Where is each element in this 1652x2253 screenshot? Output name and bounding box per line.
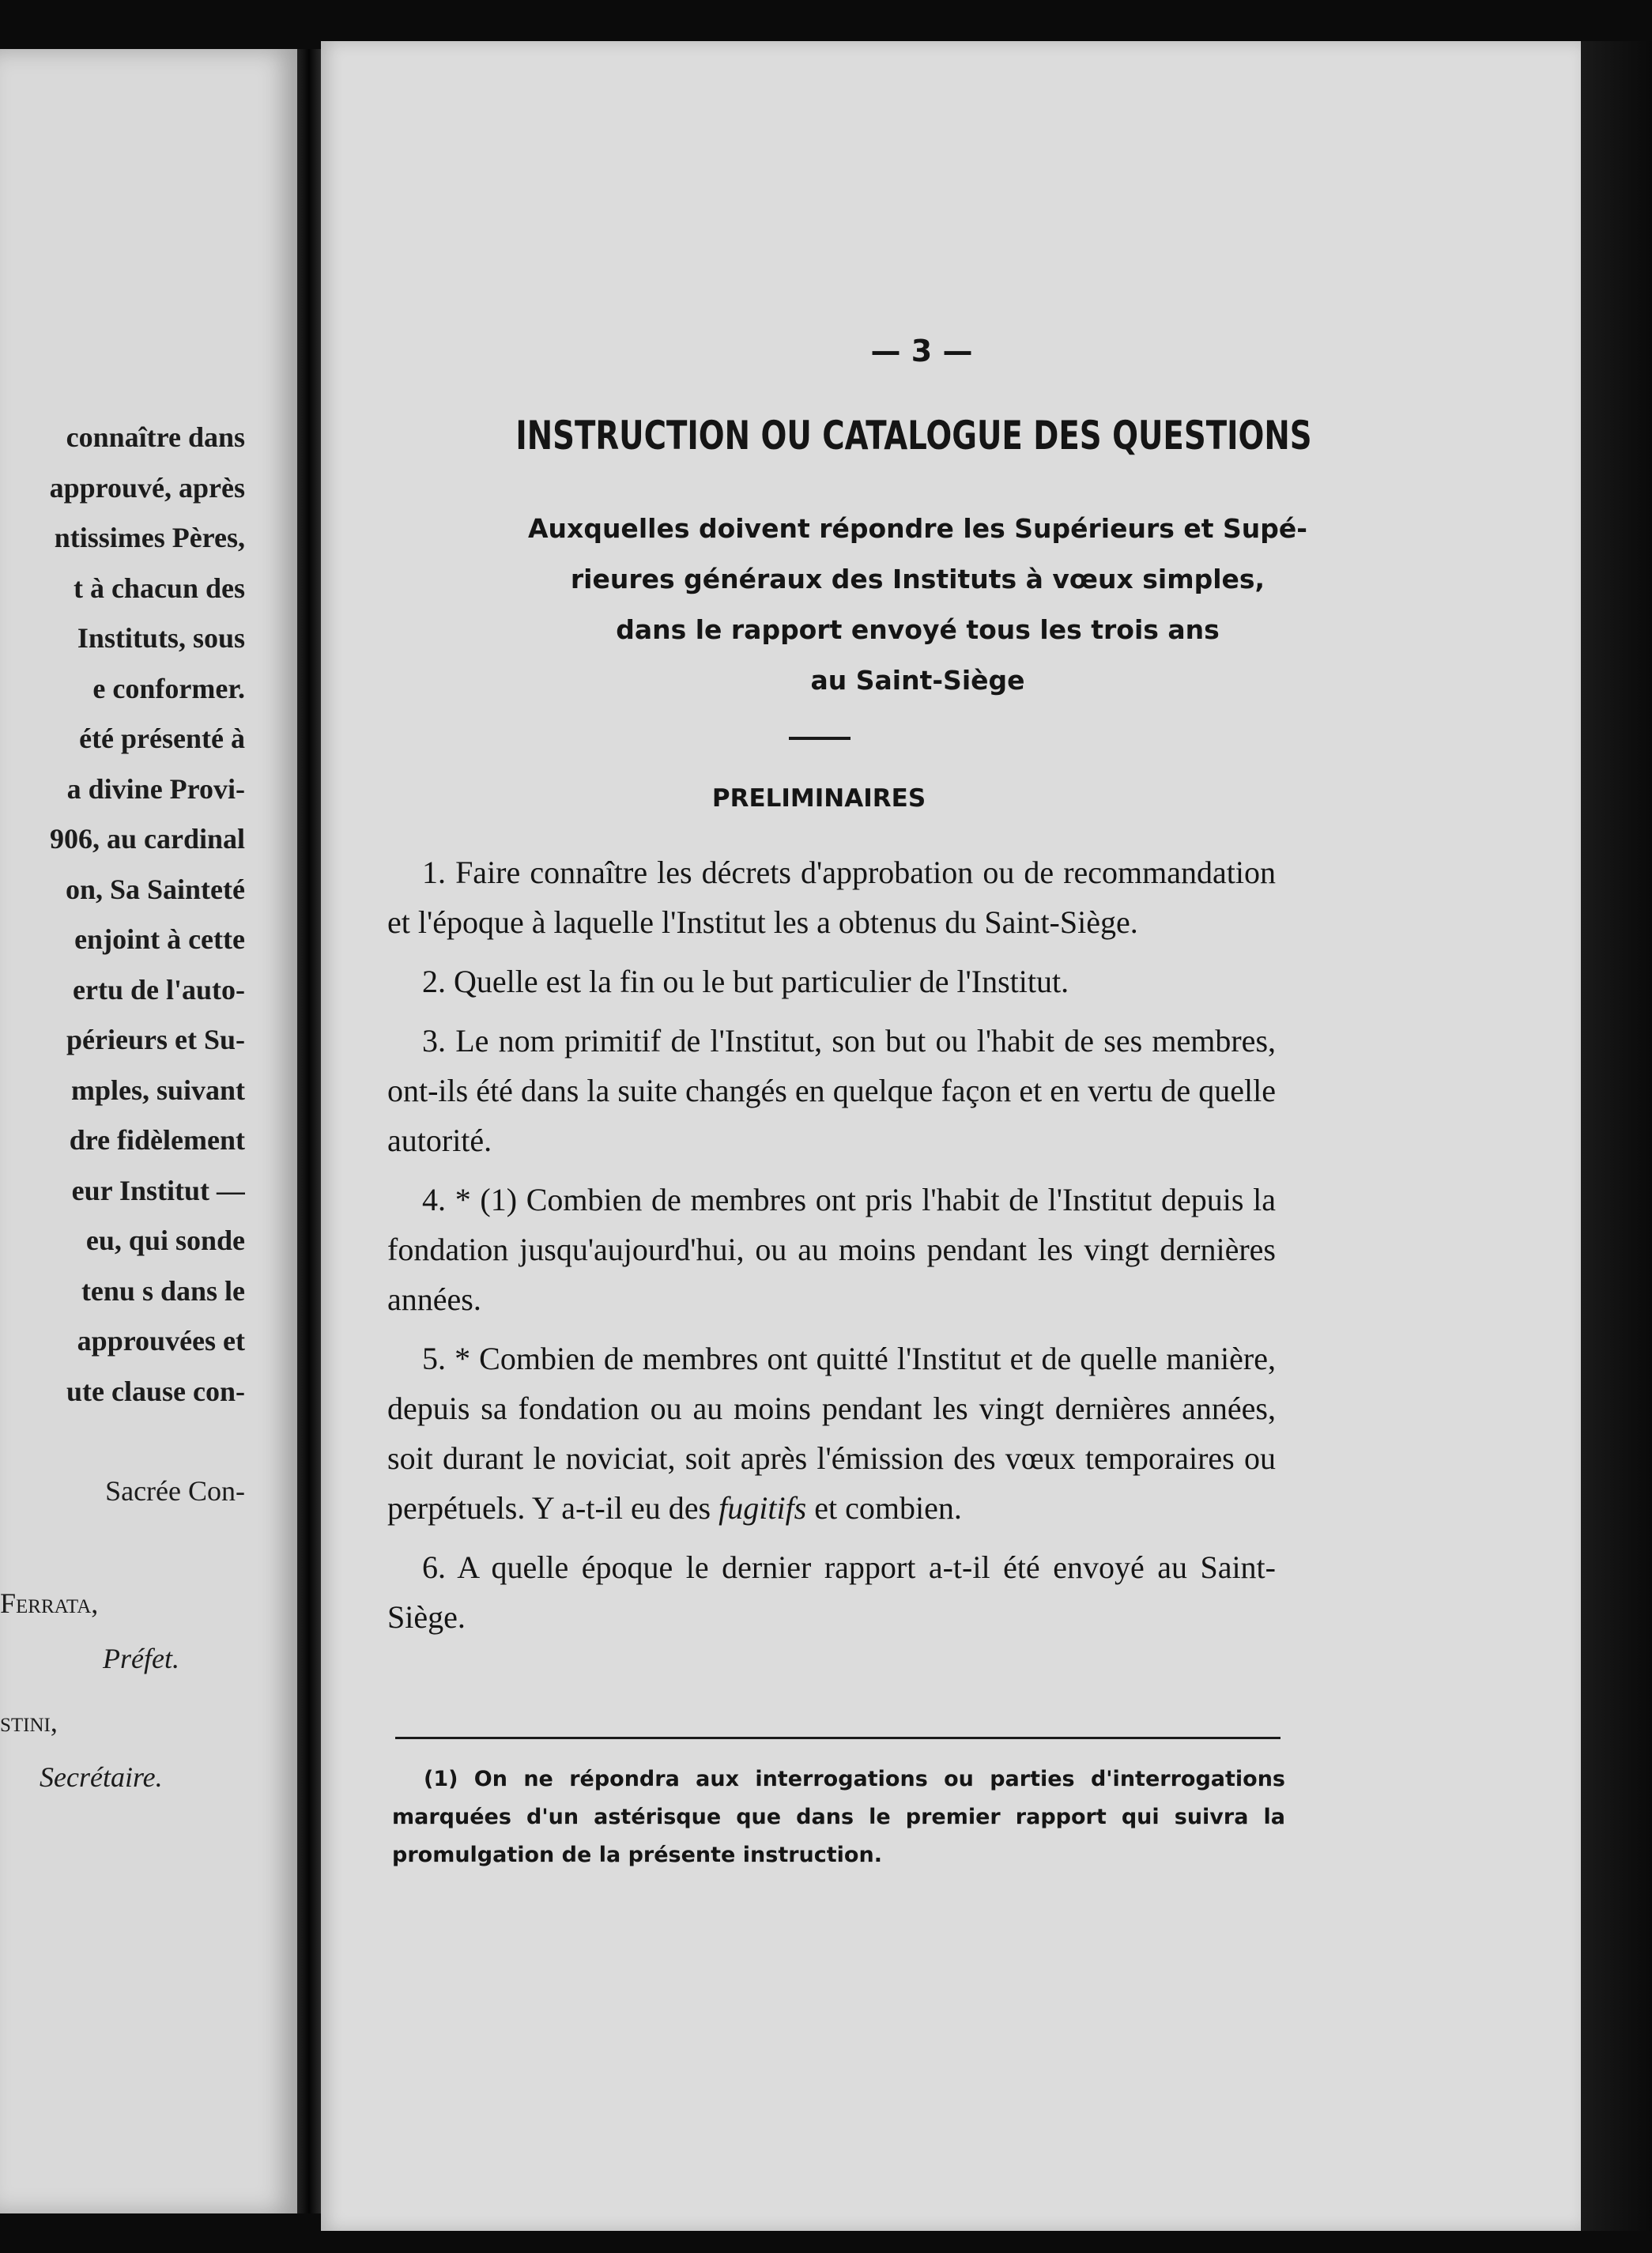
question-text-end: et combien. bbox=[806, 1490, 962, 1526]
left-line: connaître dans bbox=[66, 421, 245, 453]
question-item bbox=[387, 957, 1276, 1006]
footnote: (1) On ne répondra aux interrogations ou parties d'interrogations marquées d'un astérisque que dans le premier rapport qui suivra la promulgation de la présente instruction. bbox=[392, 1767, 1285, 1867]
question-text: * (1) Combien de membres ont pris l'habit de l'Institut depuis la fondation jusqu'aujourd'hui, ou au moins pendant les vingt dernières années. bbox=[387, 1182, 1276, 1317]
question-item bbox=[387, 1334, 1276, 1533]
document-subtitle bbox=[368, 504, 1467, 706]
subtitle-line: dans le rapport envoyé tous les trois ans bbox=[616, 614, 1220, 645]
question-number: 5. bbox=[422, 1341, 446, 1376]
question-item bbox=[387, 1016, 1276, 1165]
footnote-divider bbox=[395, 1737, 1280, 1739]
left-line: 906, au cardinal bbox=[49, 823, 245, 855]
question-item bbox=[387, 1175, 1276, 1324]
left-line: périeurs et Su- bbox=[66, 1024, 245, 1055]
question-italic-term: fugitifs bbox=[719, 1490, 807, 1526]
scan-border-right bbox=[1581, 41, 1652, 2231]
question-number: 4. bbox=[422, 1182, 446, 1217]
left-line: eu, qui sonde bbox=[85, 1225, 245, 1256]
subtitle-line: au Saint-Siège bbox=[810, 665, 1025, 696]
page-number: — 3 — bbox=[870, 334, 973, 368]
left-line: ertu de l'auto- bbox=[73, 973, 245, 1006]
title-divider bbox=[789, 737, 851, 740]
left-line: on, Sa Sainteté bbox=[65, 873, 245, 905]
left-line: enjoint à cette bbox=[74, 923, 245, 955]
question-item bbox=[387, 1542, 1276, 1642]
signatory-title-1: Préfet. bbox=[103, 1643, 179, 1674]
document-title: INSTRUCTION OU CATALOGUE DES QUESTIONS bbox=[515, 413, 1312, 459]
left-line: ntissimes Pères, bbox=[54, 522, 245, 553]
signatory-name-1: Ferrata, bbox=[0, 1587, 99, 1619]
left-line: e conformer. bbox=[92, 672, 245, 704]
left-line: tenu s dans le bbox=[81, 1274, 245, 1307]
left-line: Instituts, sous bbox=[77, 622, 245, 654]
question-text: Faire connaître les décrets d'approbation ou de recommandation et l'époque à laquelle l'Institut les a obtenus du Saint-Siège. bbox=[387, 855, 1276, 940]
main-page bbox=[321, 41, 1581, 2231]
question-text: Quelle est la fin ou le but particulier de l'Institut. bbox=[454, 964, 1069, 999]
left-line: a divine Provi- bbox=[66, 772, 245, 805]
question-item bbox=[387, 847, 1276, 947]
left-line: approuvées et bbox=[77, 1325, 245, 1357]
section-heading: PRELIMINAIRES bbox=[711, 784, 926, 813]
left-line: eur Institut — bbox=[71, 1174, 245, 1206]
left-line: approuvé, après bbox=[49, 471, 245, 504]
question-number: 3. bbox=[422, 1023, 446, 1059]
signatory-name-2: stini, bbox=[0, 1706, 58, 1738]
question-number: 1. bbox=[422, 855, 446, 890]
question-text: A quelle époque le dernier rapport a-t-il été envoyé au Saint-Siège. bbox=[387, 1549, 1276, 1635]
question-text: Le nom primitif de l'Institut, son but ou l'habit de ses membres, ont-ils été dans la suite changés en quelque façon et en vertu de quelle autorité. bbox=[387, 1023, 1277, 1158]
left-line: été présenté à bbox=[79, 723, 245, 754]
left-page-fragment bbox=[0, 49, 297, 2213]
question-list bbox=[387, 847, 1276, 1651]
book-gutter bbox=[297, 49, 321, 2213]
left-page-text bbox=[0, 413, 245, 1517]
left-line: dre fidèlement bbox=[69, 1124, 245, 1156]
subtitle-line: Auxquelles doivent répondre les Supérieurs et Supé- bbox=[528, 513, 1307, 544]
question-number: 6. bbox=[422, 1549, 446, 1585]
signatory-title-2: Secrétaire. bbox=[40, 1761, 163, 1793]
question-text: * Combien de membres ont quitté l'Institut et de quelle manière, depuis sa fondation ou au moins pendant les vingt dernières années, soit durant le noviciat, soit après l'émission des vœux temporaires ou perpétuels. Y a-t-il eu des bbox=[387, 1341, 1276, 1526]
left-line: t à chacun des bbox=[73, 572, 245, 604]
left-line-gap bbox=[0, 1417, 245, 1466]
left-line: ute clause con- bbox=[66, 1375, 245, 1407]
left-line: mples, suivant bbox=[70, 1074, 245, 1106]
question-number: 2. bbox=[422, 964, 446, 999]
subtitle-line: rieures généraux des Instituts à vœux simples, bbox=[570, 564, 1265, 594]
left-line: Sacrée Con- bbox=[105, 1475, 245, 1507]
